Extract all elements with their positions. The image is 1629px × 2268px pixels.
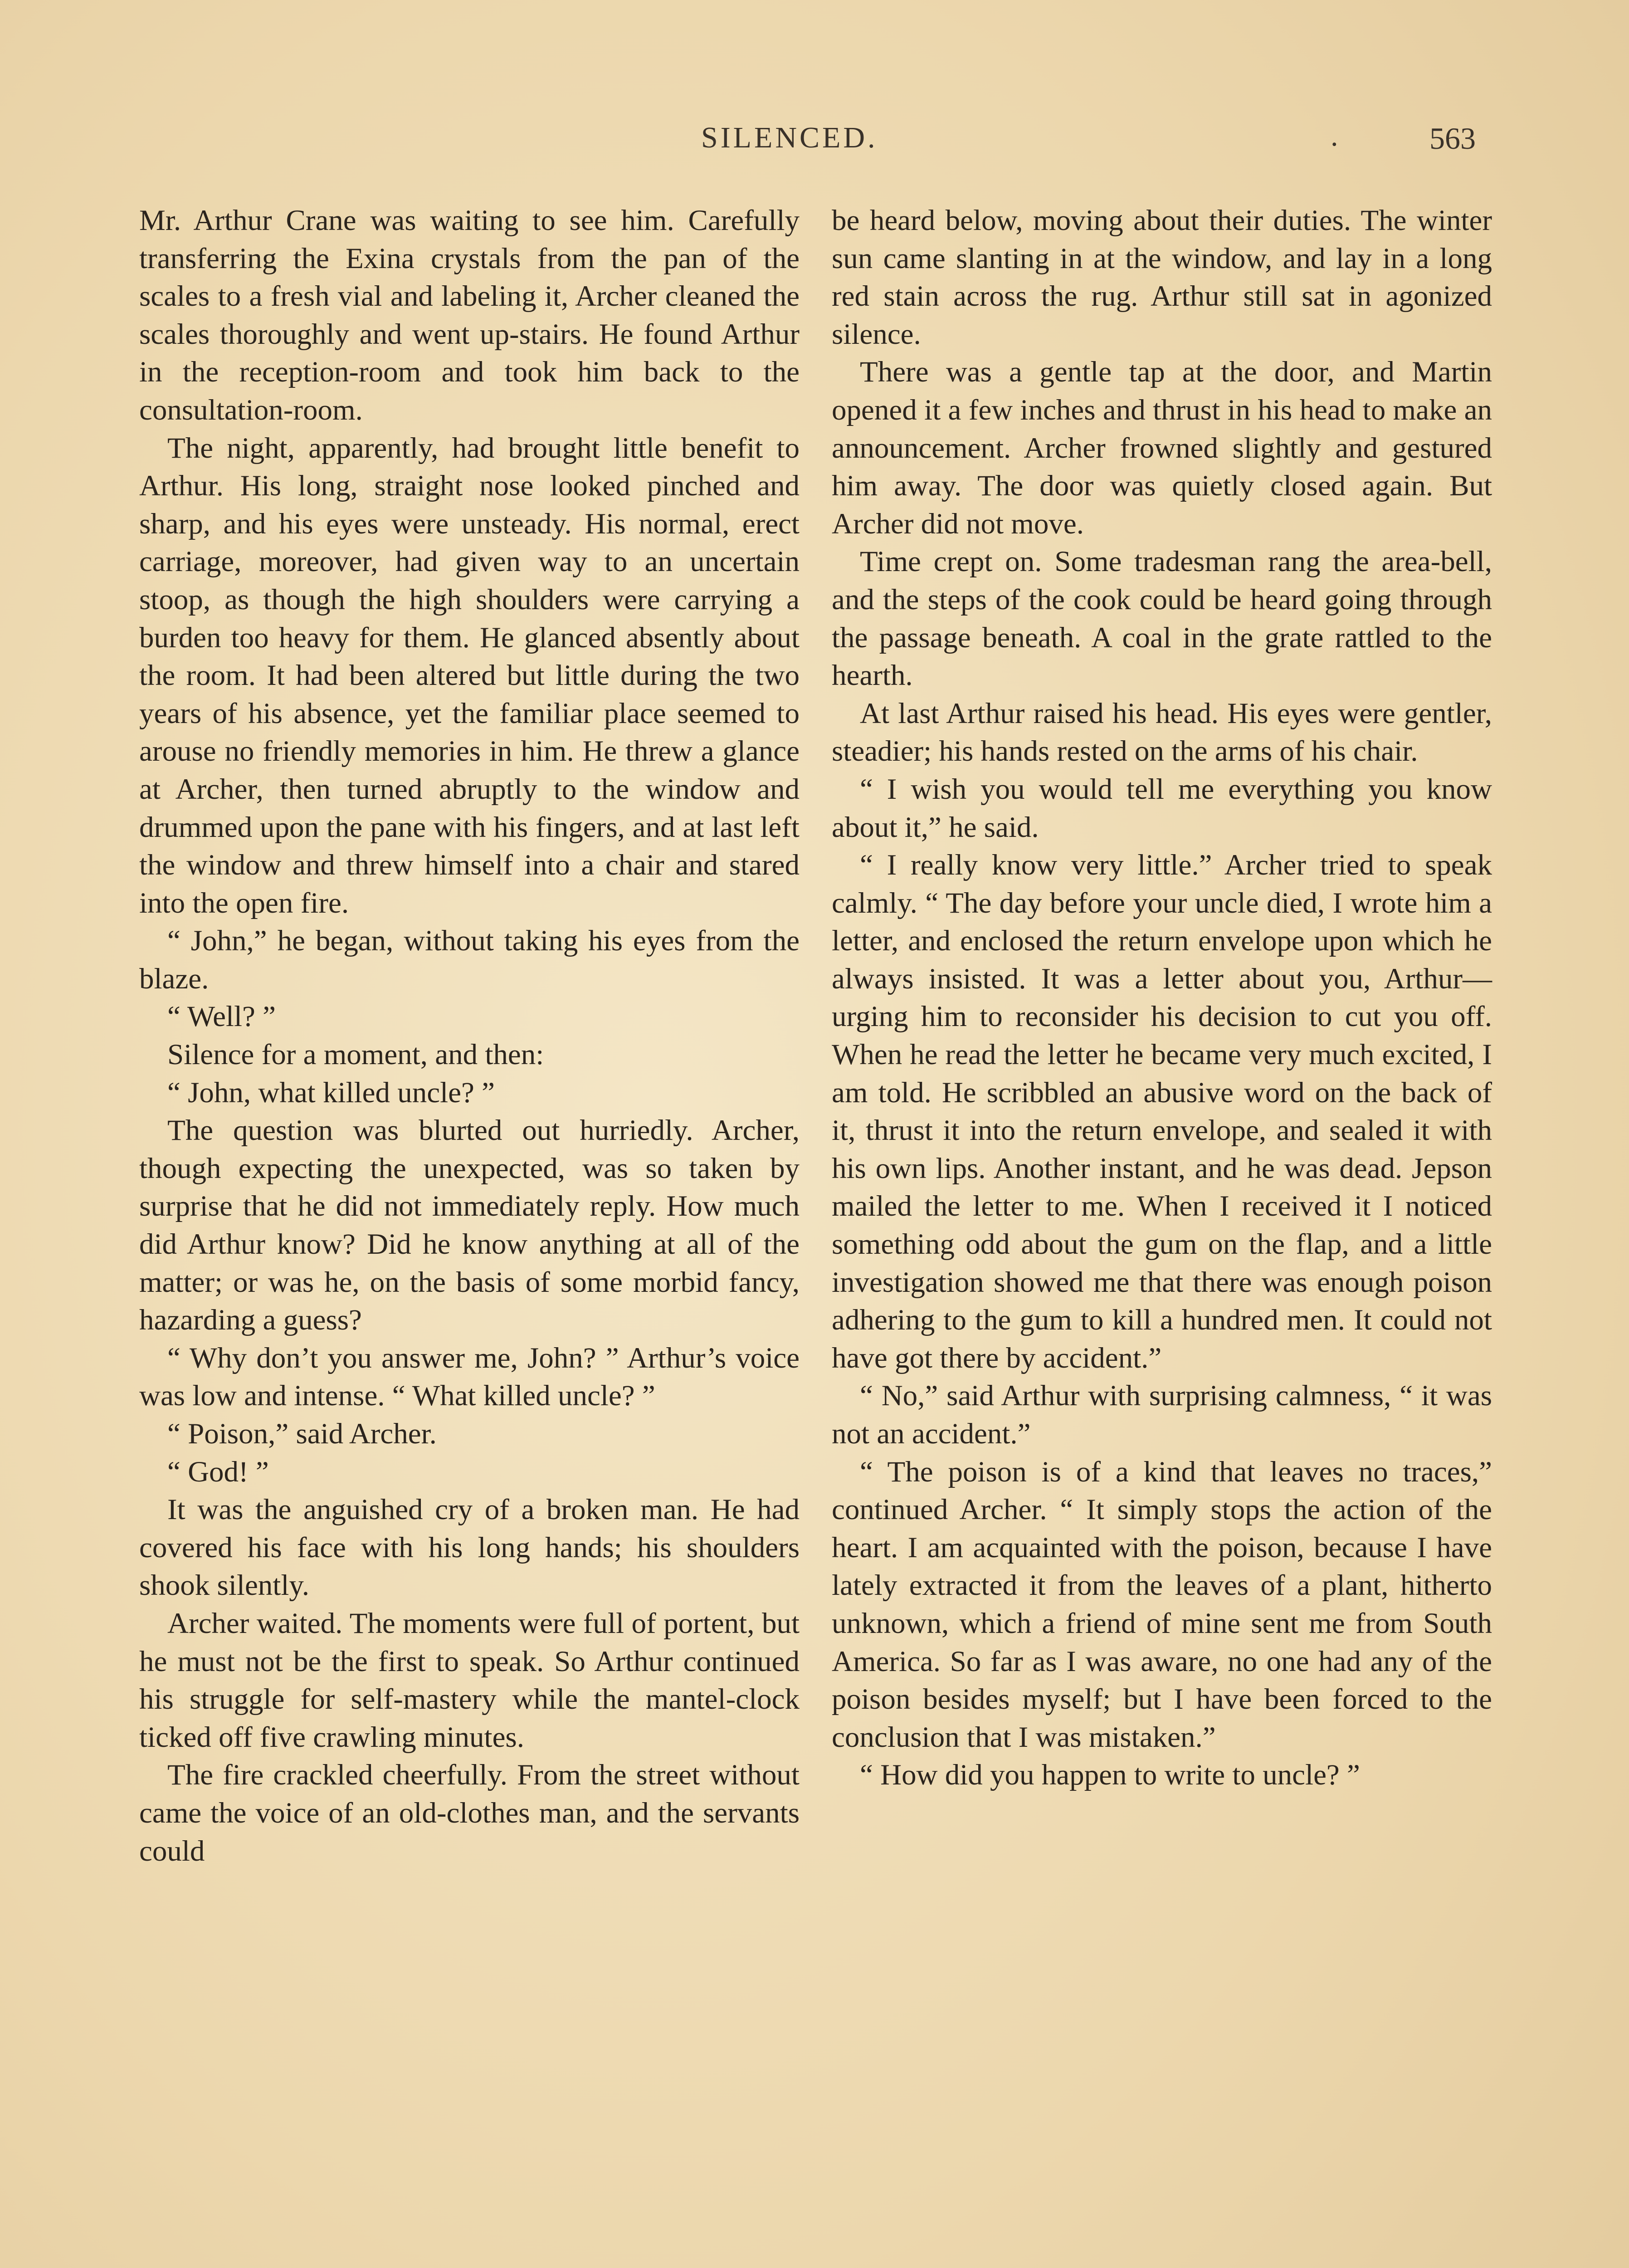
paragraph: “ Well? ” bbox=[167, 1000, 276, 1033]
paragraph: “ No,” said Arthur with surprising calmness, “ it was not an accident.” bbox=[832, 1379, 1492, 1450]
paragraph: “ I really know very little.” Archer tried to speak calmly. “ The day before your uncle died, I wrote him a letter, and enclosed the return envelope upon which he always insisted. It was a letter about you, Arthur—urging him to reconsider his decision to cut you off. When he read the letter he became very much excited, I am told. He scribbled an abusive word on the back of it, thrust it into the return envelope, and sealed it with his own lips. Another instant, and he was dead. Jepson mailed the letter to me. When I received it I noticed something odd about the gum on the flap, and a little investigation showed me that there was enough poison adhering to the gum to kill a hundred men. It could not have got there by accident.” bbox=[832, 849, 1492, 1374]
left-column bbox=[139, 202, 800, 1870]
paragraph: “ Poison,” said Archer. bbox=[167, 1418, 437, 1450]
paragraph: The question was blurted out hurriedly. Archer, though expecting the unexpected, was so taken by surprise that he did not immediately reply. How much did Arthur know? Did he know anything at all of the matter; or was he, on the basis of some morbid fancy, hazarding a guess? bbox=[139, 1114, 800, 1337]
paragraph: Silence for a moment, and then: bbox=[167, 1038, 544, 1071]
paragraph: “ I wish you would tell me everything you know about it,” he said. bbox=[832, 772, 1492, 844]
paragraph: At last Arthur raised his head. His eyes were gentler, steadier; his hands rested on the arms of his chair. bbox=[832, 697, 1492, 768]
paragraph: “ John, what killed uncle? ” bbox=[167, 1076, 495, 1109]
paragraph: “ Why don’t you answer me, John? ” Arthur’s voice was low and intense. “ What killed uncle? ” bbox=[139, 1341, 800, 1413]
page-number: 563 bbox=[1429, 121, 1476, 156]
paragraph: It was the anguished cry of a broken man. He had covered his face with his long hands; his shoulders shook silently. bbox=[139, 1493, 800, 1602]
running-title: SILENCED. bbox=[701, 121, 878, 154]
paragraph: “ John,” he began, without taking his eyes from the blaze. bbox=[139, 924, 800, 995]
paragraph: Archer waited. The moments were full of portent, but he must not be the first to speak. So Arthur continued his struggle for self-mastery while the mantel-clock ticked off five crawling minutes. bbox=[139, 1607, 800, 1754]
paragraph: Mr. Arthur Crane was waiting to see him. Carefully transferring the Exina crystals from the pan of the scales to a fresh vial and labeling it, Archer cleaned the scales thoroughly and went up-stairs. He found Arthur in the reception-room and took him back to the consultation-room. bbox=[139, 204, 800, 426]
paragraph: There was a gentle tap at the door, and Martin opened it a few inches and thrust in his head to make an announcement. Archer frowned slightly and gestured him away. The door was quietly closed again. But Archer did not move. bbox=[832, 356, 1492, 540]
right-column bbox=[832, 202, 1492, 1794]
header-dot: . bbox=[1331, 119, 1338, 152]
paragraph: “ The poison is of a kind that leaves no traces,” continued Archer. “ It simply stops the action of the heart. I am acquainted with the poison, because I have lately extracted it from the leaves of a plant, hitherto unknown, which a friend of mine sent me from South America. So far as I was aware, no one had any of the poison besides myself; but I have been forced to the conclusion that I was mistaken.” bbox=[832, 1455, 1492, 1754]
paragraph: Time crept on. Some tradesman rang the area-bell, and the steps of the cook could be heard going through the passage beneath. A coal in the grate rattled to the hearth. bbox=[832, 545, 1492, 692]
paragraph: be heard below, moving about their duties. The winter sun came slanting in at the window, and lay in a long red stain across the rug. Arthur still sat in agonized silence. bbox=[832, 204, 1492, 351]
paragraph: “ God! ” bbox=[167, 1455, 269, 1488]
paragraph: The fire crackled cheerfully. From the street without came the voice of an old-clothes man, and the servants could bbox=[139, 1759, 800, 1867]
paragraph: “ How did you happen to write to uncle? ” bbox=[860, 1759, 1360, 1792]
paragraph: The night, apparently, had brought little benefit to Arthur. His long, straight nose looked pinched and sharp, and his eyes were unsteady. His normal, erect carriage, moreover, had given way to an uncertain stoop, as though the high shoulders were carrying a burden too heavy for them. He glanced absently about the room. It had been altered but little during the two years of his absence, yet the familiar place seemed to arouse no friendly memories in him. He threw a glance at Archer, then turned abruptly to the window and drummed upon the pane with his fingers, and at last left the window and threw himself into a chair and stared into the open fire. bbox=[139, 431, 800, 919]
